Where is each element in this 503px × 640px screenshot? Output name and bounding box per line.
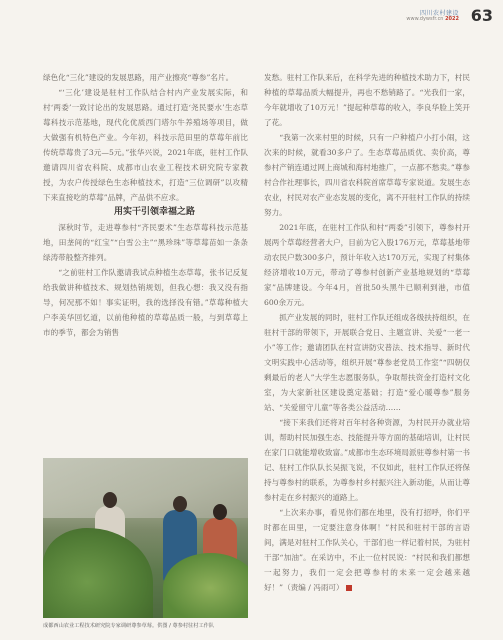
- paragraph: “之前驻村工作队邀请我试点种植生态草莓，张书记反复给我做讲种植技术、规划热销规划，但我心想：我又没有指导，何况那不如！事实证明，我的选择没有错。”草莓种植大户李美华回忆道，以前他种植的草莓品质一般，与到草莓上市的季节，都会为销售: [43, 268, 248, 337]
- magazine-name: 四川农村建设: [419, 10, 459, 17]
- issue-year: 2022: [445, 16, 459, 22]
- page-header: [0, 0, 503, 44]
- paragraph-text: “上次来办事，看见你们都在地里，没有打招呼，你们平时都在田里，一定要注意身体啊！”村民和驻村干部的言语间，满是对驻村工作队关心，干部们也一样记着村民，为驻村干部“加油”。在采访中，不止一位村民说：“村民和我们都想一起努力，我们一定会把尊参村的未来一定会越来越好！”（责编 / 冯雨可）: [264, 508, 470, 592]
- end-of-article-icon: [346, 585, 352, 591]
- left-column: [43, 70, 248, 340]
- right-column: [264, 70, 470, 595]
- paragraph: “我第一次来村里的时候，只有一户种植户小打小闹，这次来的时候，就看30多户了。生态草莓品质优、卖价高，尊参村产销连通过网上商城和海村地推广，一点都不愁卖。”尊参村合作社理事长，四川省农科院首席草莓专家说道。发展生态农业，村民对农产业态发展的变化，离不开驻村工作队的持续努力。: [264, 133, 470, 217]
- url-text: www.dywsfr.cn: [406, 16, 444, 22]
- paragraph: “接下来我们还将对百年村各种资源，为村民开办就业培训，帮助村民加强生态、技能提升等方面的基础培训，让村民在家门口就能增收致富。”成都市生态环境局派驻尊参村第一书记、驻村工作队队长吴振飞说，不仅如此，驻村工作队还将保持与尊参村的联系，为尊参村乡村振兴注入新动能，从而让尊参村走在乡村振兴的道路上。: [264, 418, 470, 502]
- paragraph: 深秋时节，走进尊参村“齐民要术”生态草莓科技示范基地，田垄间的“红宝”“白雪公主”“黑珍珠”等草莓苗如一条条绿涛带般整齐排列。: [43, 223, 248, 262]
- strawberry-plants: [163, 553, 248, 618]
- section-subhead: 用实干引领幸福之路: [113, 207, 195, 217]
- magazine-url: [406, 16, 459, 22]
- paragraph: 发愁。驻村工作队来后，在科学先进的种植技术助力下，村民种植的草莓品质大幅提升，再也不愁销路了。“光我们一家，今年就增收了10万元！”提起种草莓的收入，李良华脸上笑开了花。: [264, 73, 470, 127]
- article-photo: [43, 458, 248, 618]
- strawberry-plants: [43, 528, 153, 618]
- paragraph: [264, 505, 470, 595]
- paragraph: 2021年底，在驻村工作队和村“两委”引领下，尊参村开展两个草莓经营者大户，目前为它入股176万元，草莓基地带动农民户数300多户，预计年收入达170万元，实现了村集体经济增收10万元，带动了尊参村创新产业基地规划的“草莓家”品牌建设。今年4月，首批50头黑牛已顺利到港，市值600余万元。: [264, 223, 470, 307]
- paragraph: “‘三化’建设是驻村工作队结合村内产业发展实际，和村‘两委’一致讨论出的发展思路。通过打造‘尧民要水’生态草莓科技示范基地，现代化优质西门塔尔牛养殖场等项目，做大做强有机特色产业。今年初，科技示范田里的草莓年前比传统草莓贵了3元—5元。”张华兴说，2021年底，驻村工作队邀请四川省农科院、成都市山农业工程技术研究院专家教授，为农户传授绿色生态种植技术，打造“三位调研”以攻精下来直接吃的草莓”品牌，产品供不应求。: [43, 88, 248, 202]
- paragraph: 抓产业发展的同时，驻村工作队还组成各级扶持组织，在驻村干部的带领下，开展联合党日、主题宣讲、关爱“一老一小”等工作；邀请团队在村宣讲防灾普法、技术指导、新时代文明实践中心活动等，组织开展“尊参老党员工作室”“四朝仅剩最后的老人”大学生志愿服务队，争取帮扶资金打造村文化室，为大家新社区建设奠定基础；打造“爱心暖尊参”服务站、“关爱留守儿童”等各类公益活动……: [264, 313, 470, 412]
- page-number: 63: [470, 6, 493, 25]
- paragraph: 绿色化“三化”建设的发展思路，用产业擦亮“尊参”名片。: [43, 73, 234, 82]
- photo-caption: 成都西山农业工程技术研究院专家调研尊参草莓。供图 / 尊参村驻村工作队: [43, 623, 215, 629]
